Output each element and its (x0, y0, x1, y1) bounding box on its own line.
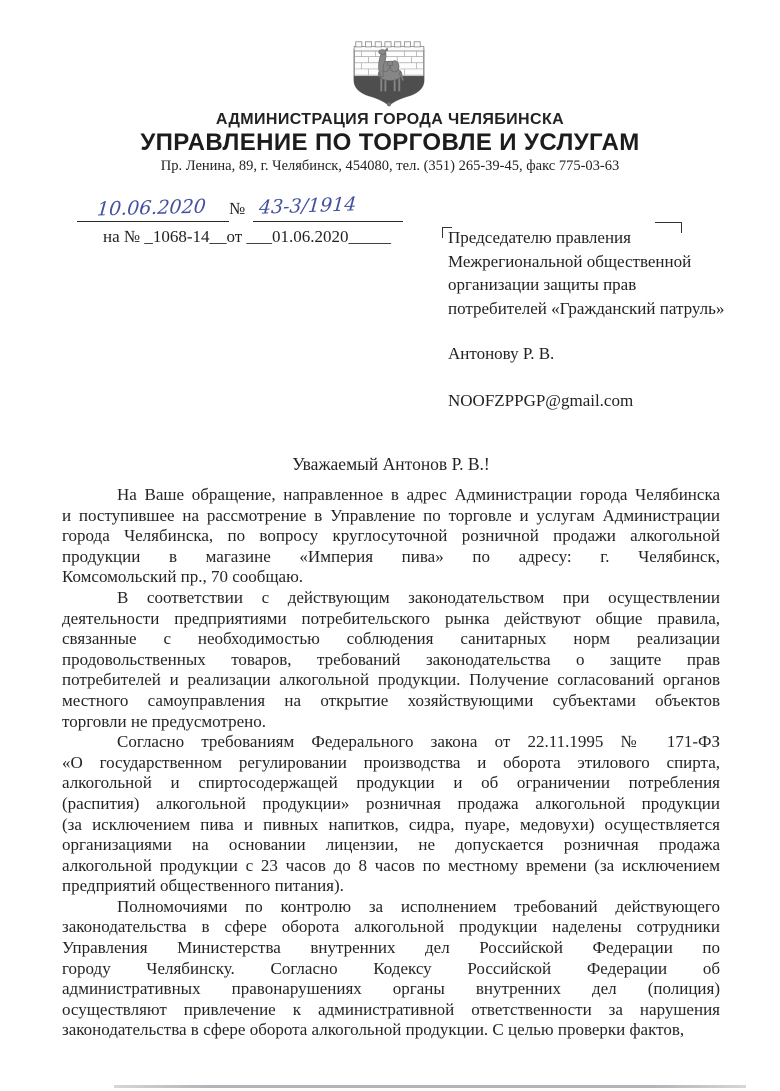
outgoing-ref-row (77, 193, 417, 226)
paragraph (62, 897, 720, 1041)
recipient-line: организации защиты прав (448, 275, 637, 294)
recipient-block (448, 226, 725, 412)
letter-body (62, 485, 720, 1041)
body-line: города Челябинска, по вопросу круглосуточной розничной продажи алкогольной (62, 526, 720, 546)
body-line: Полномочиями по контролю за исполнением требований действующего (117, 896, 720, 916)
body-line: городу Челябинску. Согласно Кодексу Российской Федерации об (62, 958, 720, 978)
recipient-line: Председателю правления (448, 228, 631, 247)
recipient-line: Межрегиональной общественной (448, 251, 692, 271)
body-line: В соответствии с действующим законодательством при осуществлении (117, 587, 720, 607)
body-line: (за исключением пива и пивных напитков, сидра, пуаре, медовухи) осуществляется (62, 814, 720, 834)
paragraph (62, 588, 720, 732)
body-line: местного самоуправления на открытие хозяйствующими субъектами объектов (62, 690, 720, 710)
handwritten-date: 10.06.2020 (96, 195, 207, 221)
body-line: (распития) алкогольной продукции» розничная продажа алкогольной продукции (62, 793, 720, 813)
address-corner-mark-right (655, 222, 682, 233)
body-line: Комсомольский пр., 70 сообщаю. (62, 567, 304, 587)
number-sign: № (229, 199, 246, 218)
reference-block (77, 193, 417, 247)
recipient-lines (448, 226, 725, 320)
body-line: законодательства в сфере оборота алкогольной продукции наделены сотрудники (62, 917, 720, 937)
organization-name: УПРАВЛЕНИЕ ПО ТОРГОВЛЕ И УСЛУГАМ (140, 129, 640, 156)
body-line: На Ваше обращение, направленное в адрес Администрации города Челябинска (117, 485, 720, 504)
incoming-ref-line: на № _1068-14__от ___01.06.2020_____ (103, 227, 391, 246)
address-corner-mark-left (442, 227, 452, 238)
body-line: потребителей и реализации алкогольной продукции. Получение согласований органов (62, 670, 720, 690)
chelyabinsk-coat-of-arms-icon (347, 37, 431, 107)
body-line: деятельности предприятиями потребительского рынка действуют общие правила, (62, 608, 720, 628)
body-line: торговли не предусмотрено. (62, 711, 266, 731)
organization-parent-name: АДМИНИСТРАЦИЯ ГОРОДА ЧЕЛЯБИНСКА (215, 111, 565, 128)
date-underline (77, 221, 229, 222)
handwritten-outgoing-number: 43-3/1914 (258, 193, 358, 219)
body-line: Управления Министерства внутренних дел Российской Федерации по (62, 938, 720, 958)
body-line: алкогольной продукции с 23 часов до 8 часов по местному времени (за исключением (62, 855, 720, 875)
paragraph (62, 485, 720, 588)
body-line: «О государственном регулировании производства и оборота этилового спирта, (62, 752, 720, 772)
salutation: Уважаемый Антонов Р. В.! (292, 454, 490, 474)
recipient-email: NOOFZPPGP@gmail.com (448, 390, 634, 410)
body-line: продовольственных товаров, требований законодательства о защите прав (62, 649, 720, 669)
body-line: алкогольной и спиртосодержащей продукции и об ограничении потребления (62, 773, 720, 793)
letterhead-address-phone: Пр. Ленина, 89, г. Челябинск, 454080, тел. (351) 265-39-45, факс 775-03-63 (160, 158, 620, 174)
body-line: организациями на основании лицензии, не допускается розничная продажа (62, 835, 720, 855)
body-line: Согласно требованиям Федерального закона от 22.11.1995 № 171-ФЗ (117, 732, 720, 752)
body-line: связанные с необходимостью соблюдения санитарных норм реализации (62, 629, 720, 649)
body-line: осуществляют привлечение к административной ответственности за нарушения (62, 999, 720, 1019)
body-line: законодательства в сфере оборота алкогольной продукции. С целью проверки фактов, (62, 1020, 685, 1040)
number-underline (253, 221, 403, 222)
body-line: предприятий общественного питания). (62, 876, 344, 896)
body-line: продукции в магазине «Империя пива» по адресу: г. Челябинск, (62, 546, 720, 566)
paragraph (62, 732, 720, 897)
body-line: и поступившее на рассмотрение в Управление по торговле и услугам Администрации (62, 505, 720, 525)
recipient-line: потребителей «Гражданский патруль» (448, 298, 725, 318)
recipient-name: Антонову Р. В. (448, 344, 555, 363)
body-line: административных правонарушениях органы внутренних дел (полиция) (62, 979, 720, 999)
scan-edge-artifact (114, 1085, 746, 1088)
